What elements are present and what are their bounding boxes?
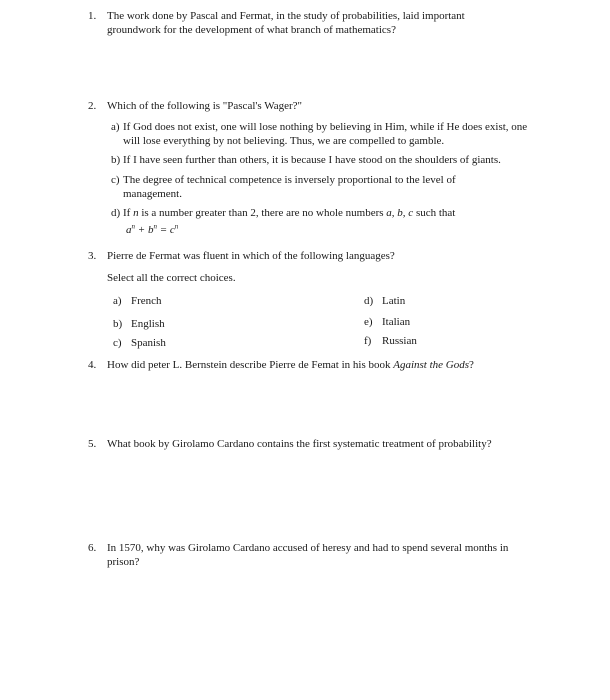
question-number: 3. (88, 250, 97, 262)
option-d (111, 206, 541, 220)
option-label: d) (111, 207, 121, 219)
question-text: What book by Girolamo Cardano contains the first systematic treatment of probability? (107, 438, 492, 450)
choice-latin: d) Latin (364, 295, 406, 307)
fermat-equation: $a^n + b^n = c^n$ (126, 222, 179, 236)
book-title: Against the Gods (393, 359, 470, 371)
option-a (111, 120, 531, 148)
question-text: In 1570, why was Girolamo Cardano accused of heresy and had to spend several months in prison? (107, 542, 509, 568)
question-number: 5. (88, 438, 97, 450)
question-number: 1. (88, 10, 97, 22)
option-label: a) (111, 121, 120, 133)
question-2 (88, 99, 548, 113)
option-c (111, 173, 511, 201)
question-text: Which of the following is "Pascal's Wager?" (107, 100, 302, 112)
option-text: If n is a number greater than 2, there are no whole numbers a, b, c such that (123, 207, 456, 219)
question-number: 2. (88, 100, 97, 112)
choice-italian: e) Italian (364, 316, 411, 328)
choice-french: a) French (113, 295, 162, 307)
choice-russian: f) Russian (364, 335, 417, 347)
option-label: c) (111, 174, 120, 186)
question-text: Pierre de Fermat was fluent in which of the following languages? (107, 250, 395, 262)
question-4 (88, 358, 548, 372)
question-number: 4. (88, 359, 97, 371)
question-1 (88, 9, 508, 37)
question-5 (88, 437, 548, 451)
question-text: The work done by Pascal and Fermat, in the study of probabilities, laid important groundwork for the development of what branch of mathematics? (107, 10, 465, 36)
question-6 (88, 541, 538, 569)
choice-spanish: c) Spanish (113, 337, 166, 349)
choice-english: b) English (113, 318, 165, 330)
question-text: How did peter L. Bernstein describe Pierre de Femat in his book Against the Gods? (107, 359, 474, 371)
option-b (111, 153, 541, 167)
question-number: 6. (88, 542, 97, 554)
option-label: b) (111, 154, 121, 166)
question-3 (88, 249, 548, 263)
option-text: The degree of technical competence is inversely proportional to the level of management. (123, 174, 456, 200)
option-text: If I have seen further than others, it is because I have stood on the shoulders of giants. (123, 154, 501, 166)
question-instruction: Select all the correct choices. (107, 272, 236, 284)
option-text: If God does not exist, one will lose nothing by believing in Him, while if He does exist, one will lose everything by not believing. Thus, we are compelled to gamble. (123, 121, 528, 147)
